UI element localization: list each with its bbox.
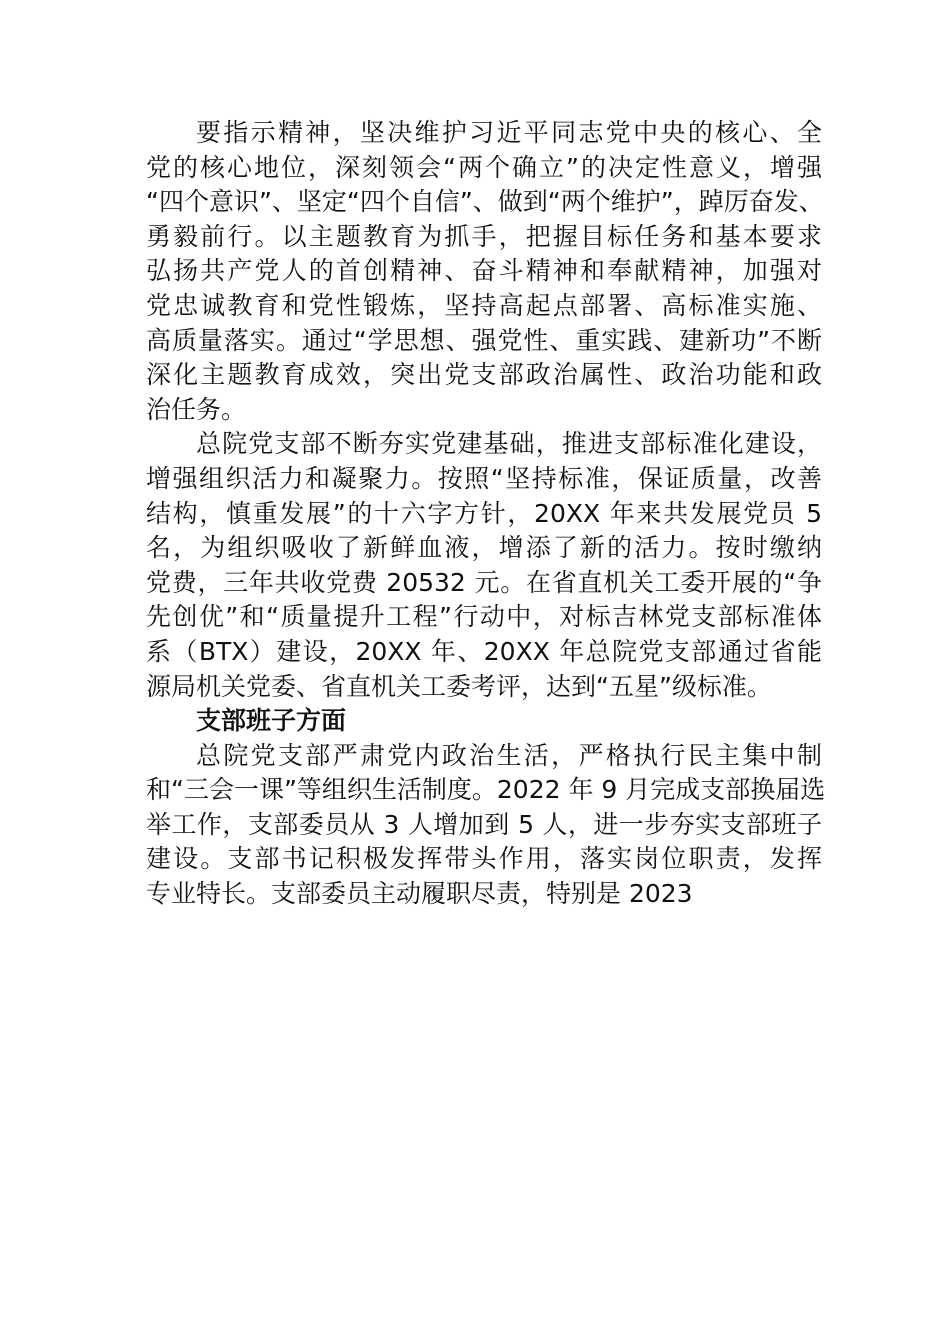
paragraph-line: 结构，慎重发展”的十六字方针，20XX 年来共发展党员 5 xyxy=(146,498,822,528)
paragraph-line: 勇毅前行。以主题教育为抓手，把握目标任务和基本要求 xyxy=(146,221,822,251)
paragraph-line: 高质量落实。通过“学思想、强党性、重实践、建新功”不断 xyxy=(146,325,822,355)
document-body xyxy=(146,116,826,912)
paragraph-2 xyxy=(146,427,822,704)
paragraph-line: 和“三会一课”等组织生活制度。2022 年 9 月完成支部换届选 xyxy=(146,775,826,805)
paragraph-line: 党的核心地位，深刻领会“两个确立”的决定性意义，增强 xyxy=(146,152,822,182)
paragraph-line: 深化主题教育成效，突出党支部政治属性、政治功能和政 xyxy=(146,360,822,390)
paragraph-line: 治任务。 xyxy=(146,394,247,424)
paragraph-line: 先创优”和“质量提升工程”行动中，对标吉林党支部标准体 xyxy=(146,602,822,632)
paragraph-line: “四个意识”、坚定“四个自信”、做到“两个维护”，踔厉奋发、 xyxy=(146,187,824,217)
paragraph-3 xyxy=(146,739,826,912)
paragraph-line: 源局机关党委、省直机关工委考评，达到“五星”级标准。 xyxy=(146,671,772,701)
paragraph-line: 建设。支部书记积极发挥带头作用，落实岗位职责，发挥 xyxy=(146,844,822,874)
paragraph-line: 举工作，支部委员从 3 人增加到 5 人，进一步夯实支部班子 xyxy=(146,809,822,839)
paragraph-line: 增强组织活力和凝聚力。按照“坚持标准，保证质量，改善 xyxy=(146,463,822,493)
paragraph-line: 系（BTX）建设，20XX 年、20XX 年总院党支部通过省能 xyxy=(146,636,822,666)
paragraph-line: 要指示精神，坚决维护习近平同志党中央的核心、全 xyxy=(196,118,822,147)
paragraph-1 xyxy=(146,116,822,427)
paragraph-line: 总院党支部不断夯实党建基础，推进支部标准化建设， xyxy=(196,429,822,459)
paragraph-line: 党费，三年共收党费 20532 元。在省直机关工委开展的“争 xyxy=(146,567,822,597)
section-heading: 支部班子方面 xyxy=(196,706,347,736)
paragraph-line: 专业特长。支部委员主动履职尽责，特别是 2023 xyxy=(146,879,693,909)
paragraph-line: 总院党支部严肃党内政治生活，严格执行民主集中制 xyxy=(196,740,822,770)
paragraph-line: 名，为组织吸收了新鲜血液，增添了新的活力。按时缴纳 xyxy=(146,533,822,563)
paragraph-line: 党忠诚教育和党性锻炼，坚持高起点部署、高标准实施、 xyxy=(146,290,822,320)
paragraph-line: 弘扬共产党人的首创精神、奋斗精神和奉献精神，加强对 xyxy=(146,256,822,286)
